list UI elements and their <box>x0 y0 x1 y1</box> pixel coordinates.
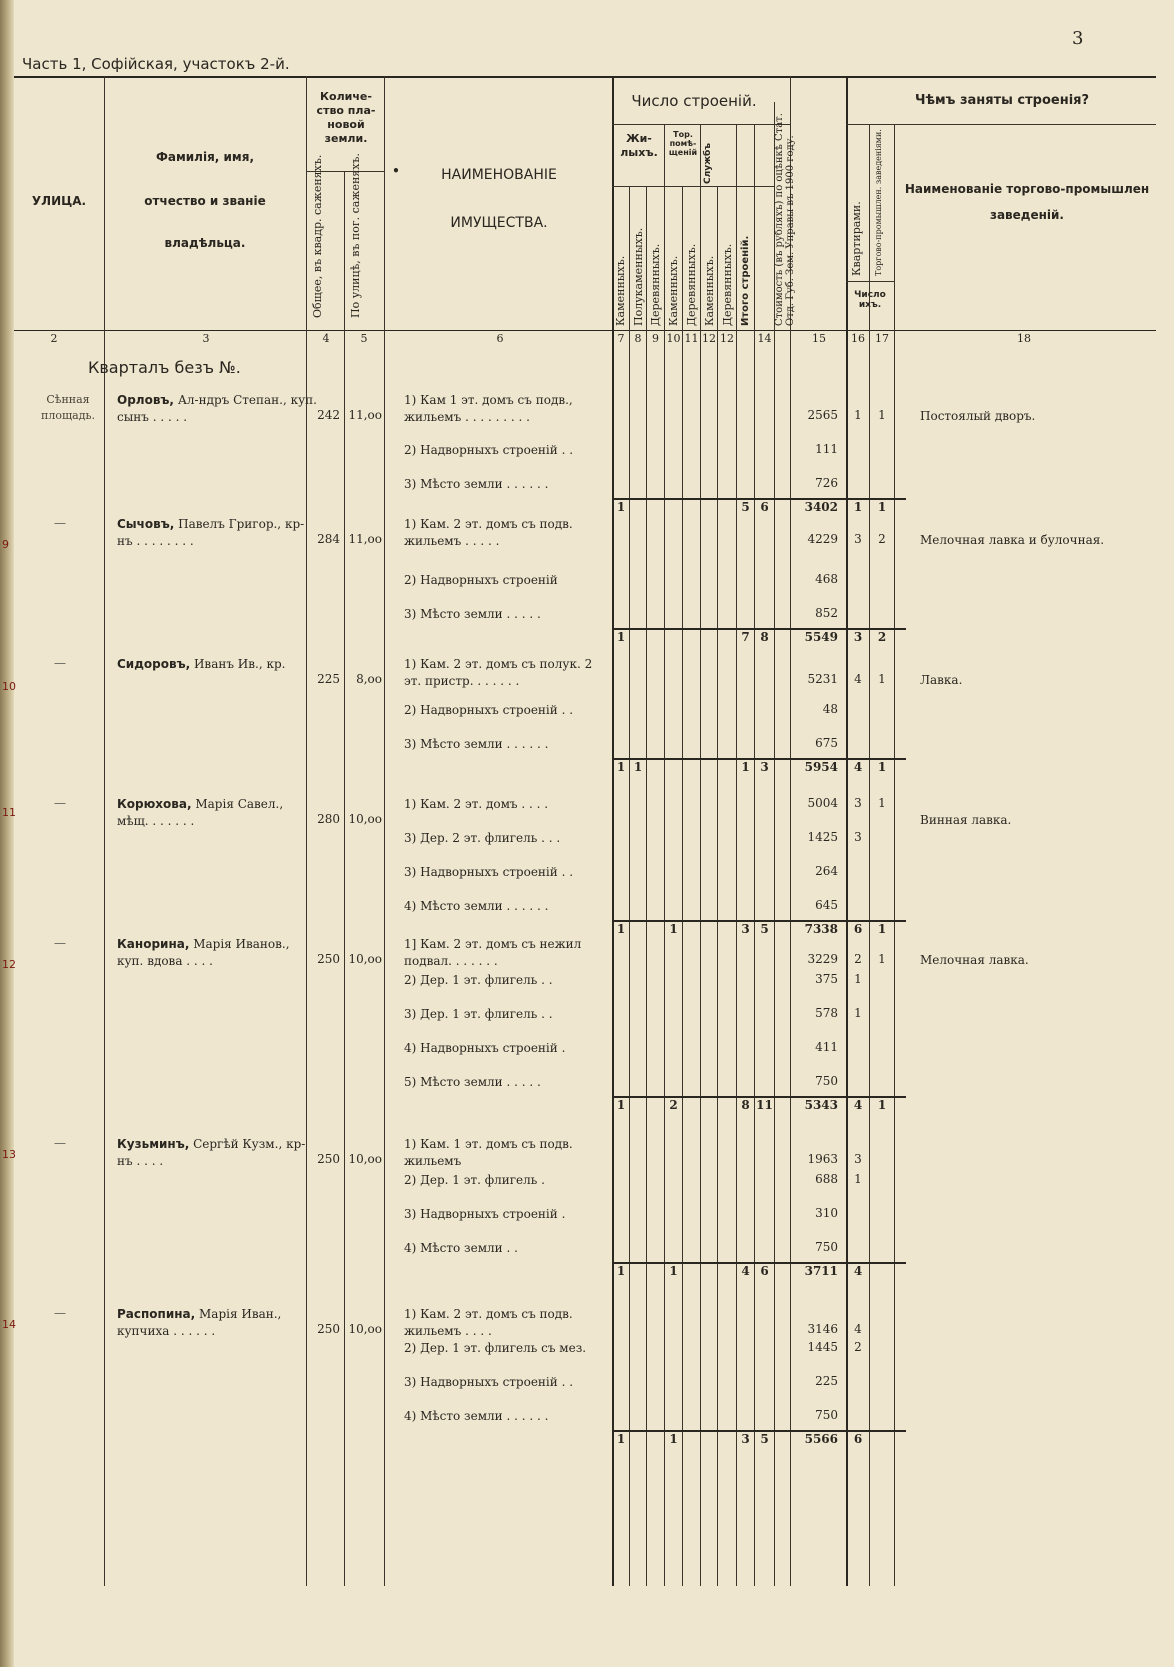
item-apartments: 2 <box>854 952 862 966</box>
total-trade-estab: 2 <box>877 630 887 644</box>
owner-surname: Сычовъ, <box>117 517 175 531</box>
item-apartments: 4 <box>854 1322 862 1336</box>
item-cost: 5231 <box>807 672 838 686</box>
header-trade: Тор. помѣ-щеній <box>668 130 698 157</box>
total-apartments: 1 <box>853 500 863 514</box>
item-cost: 310 <box>815 1206 838 1220</box>
total-all: 11 <box>756 1098 773 1112</box>
edge-mark: 14 <box>2 1318 16 1331</box>
header-buildings-group: Число строеній. <box>631 92 757 110</box>
property-register-table <box>14 76 1156 1596</box>
column-number: 16 <box>851 332 865 345</box>
total-stone: 1 <box>616 1264 626 1278</box>
total-apartments: 4 <box>853 1264 863 1278</box>
owner-name <box>117 936 317 970</box>
item-cost: 411 <box>815 1040 838 1054</box>
owner-name <box>117 796 317 830</box>
total-cost: 7338 <box>804 922 838 936</box>
column-number: 4 <box>322 332 330 345</box>
item-cost: 3146 <box>807 1322 838 1336</box>
item-apartments: 2 <box>854 1340 862 1354</box>
business-name: Мелочная лавка. <box>920 953 1029 967</box>
property-item: 3) Надворныхъ строеній . . <box>404 1375 574 1389</box>
page-number: 3 <box>1072 28 1084 49</box>
land-total: 242 <box>317 408 340 422</box>
column-number: 8 <box>634 332 642 345</box>
buildings-group-rule <box>612 124 790 125</box>
business-name: Винная лавка. <box>920 813 1012 827</box>
land-street: 11,оо <box>348 532 382 546</box>
property-item: 3) Надворныхъ строеній . . <box>404 865 574 879</box>
property-item: 4) Мѣсто земли . . . . . . <box>404 1409 549 1423</box>
total-stone: 1 <box>616 630 626 644</box>
land-street: 10,оо <box>348 812 382 826</box>
total-all: 3 <box>760 760 769 774</box>
property-item: 3) Дер. 1 эт. флигель . . <box>404 1007 553 1021</box>
page-binding <box>0 0 14 1667</box>
owner-details: Павелъ Григор., кр-нъ . . . . . . . . <box>117 517 305 548</box>
item-cost: 5004 <box>807 796 838 810</box>
total-service: 1 <box>741 760 750 774</box>
street-dash: — <box>54 656 66 670</box>
item-cost: 1425 <box>807 830 838 844</box>
edge-mark: 11 <box>2 806 16 819</box>
street-dash: — <box>54 1136 66 1150</box>
col-rule <box>384 76 385 1586</box>
item-trade-estab: 1 <box>878 408 886 422</box>
total-all: 5 <box>760 922 769 936</box>
col-rule <box>682 186 683 1586</box>
item-cost: 688 <box>815 1172 838 1186</box>
total-all: 6 <box>760 1264 769 1278</box>
total-stone: 1 <box>616 1432 626 1446</box>
property-item: 3) Дер. 2 эт. флигель . . . <box>404 831 561 845</box>
section-title: Часть 1, Софійская, участокъ 2-й. <box>22 55 290 73</box>
header-count-label: Число ихъ. <box>854 290 886 310</box>
item-trade-estab: 1 <box>878 672 886 686</box>
total-service: 5 <box>741 500 750 514</box>
total-service: 3 <box>741 1432 750 1446</box>
item-cost: 225 <box>815 1374 838 1388</box>
header-wooden: Деревянныхъ. <box>649 243 662 326</box>
count-label-rule <box>846 281 894 282</box>
col-rule <box>306 76 307 1586</box>
land-total: 250 <box>317 1152 340 1166</box>
item-cost: 1963 <box>807 1152 838 1166</box>
item-cost: 578 <box>815 1006 838 1020</box>
item-trade-estab: 1 <box>878 952 886 966</box>
property-item: 4) Мѣсто земли . . . . . . <box>404 899 549 913</box>
header-trade-estab: Торгово-промышлен. заведеніями. <box>874 129 883 276</box>
business-name: Мелочная лавка и булочная. <box>920 533 1105 547</box>
land-street: 8,оо <box>356 672 382 686</box>
column-number: 7 <box>617 332 625 345</box>
property-item: 1) Кам. 2 эт. домъ съ подв. жильемъ . . . . . <box>404 517 573 548</box>
item-apartments: 1 <box>854 972 862 986</box>
item-cost: 645 <box>815 898 838 912</box>
owner-details: Сергѣй Кузм., кр-нъ . . . . <box>117 1137 306 1168</box>
owner-details: Марія Иван., купчиха . . . . . . <box>117 1307 282 1338</box>
item-cost: 48 <box>822 702 838 716</box>
header-owner-3: владѣльца. <box>164 236 246 250</box>
column-number: 9 <box>652 332 659 345</box>
owner-surname: Кузьминъ, <box>117 1137 190 1151</box>
total-stone: 1 <box>616 500 626 514</box>
total-service: 8 <box>741 1098 750 1112</box>
header-trade-stone: Каменныхъ. <box>667 255 680 326</box>
header-total-buildings: Итого строеній. <box>740 235 751 326</box>
header-stone: Каменныхъ. <box>614 255 627 326</box>
item-cost: 3229 <box>807 952 838 966</box>
total-cost: 3711 <box>804 1264 838 1278</box>
owner-surname: Канорина, <box>117 937 190 951</box>
header-property-bullet: • <box>392 164 400 178</box>
owner-details: Иванъ Ив., кр. <box>190 657 286 671</box>
total-all: 6 <box>760 500 769 514</box>
total-wooden: 1 <box>669 1432 678 1446</box>
header-land-total: Общее, въ квадр. саженяхъ. <box>311 154 324 318</box>
col-rule <box>646 186 647 1586</box>
header-semistone: Полукаменныхъ. <box>632 227 645 326</box>
item-apartments: 4 <box>854 672 862 686</box>
total-service: 7 <box>741 630 750 644</box>
col-rule <box>869 124 870 1586</box>
item-apartments: 1 <box>854 1006 862 1020</box>
column-number: 18 <box>1017 332 1031 345</box>
property-item: 3) Мѣсто земли . . . . . . <box>404 737 549 751</box>
item-cost: 726 <box>815 476 838 490</box>
owner-surname: Корюхова, <box>117 797 192 811</box>
property-item: 1) Кам. 2 эт. домъ съ подв. жильемъ . . . . <box>404 1307 573 1338</box>
land-street: 10,оо <box>348 1322 382 1336</box>
item-apartments: 3 <box>854 532 862 546</box>
total-wooden: 1 <box>669 922 678 936</box>
total-cost: 5566 <box>804 1432 838 1446</box>
total-cost: 5954 <box>804 760 838 774</box>
header-biz-name: Наименованіе торгово-промышлен заведеній. <box>904 182 1150 222</box>
street-dash: — <box>54 516 66 530</box>
header-trade-wooden: Деревянныхъ. <box>685 243 698 326</box>
column-number: 15 <box>812 332 826 345</box>
total-service: 3 <box>741 922 750 936</box>
col-rule <box>894 124 895 1586</box>
land-total: 250 <box>317 1322 340 1336</box>
item-apartments: 3 <box>854 830 862 844</box>
total-service: 4 <box>741 1264 750 1278</box>
column-number: 17 <box>875 332 889 345</box>
property-item: 2) Дер. 1 эт. флигель съ мез. <box>404 1341 587 1355</box>
land-total: 284 <box>317 532 340 546</box>
col-rule <box>104 76 105 1586</box>
item-cost: 4229 <box>807 532 838 546</box>
total-wooden: 1 <box>669 1264 678 1278</box>
edge-mark: 12 <box>2 958 16 971</box>
land-total: 280 <box>317 812 340 826</box>
total-trade-estab: 1 <box>877 500 887 514</box>
street-dash: — <box>54 936 66 950</box>
column-number: 2 <box>50 332 58 345</box>
quarter-label: Кварталъ безъ №. <box>88 358 241 377</box>
total-trade-estab: 1 <box>877 1098 887 1112</box>
item-cost: 750 <box>815 1074 838 1088</box>
item-cost: 750 <box>815 1408 838 1422</box>
owner-name <box>117 1136 317 1170</box>
total-apartments: 6 <box>853 1432 863 1446</box>
total-semistone: 1 <box>633 760 643 774</box>
owner-name <box>117 392 317 426</box>
property-item: 3) Мѣсто земли . . . . . <box>404 607 541 621</box>
column-number: 10 <box>666 332 681 345</box>
street-dash: — <box>54 796 66 810</box>
header-owner-2: отчество и званіе <box>144 194 266 208</box>
property-item: 2) Надворныхъ строеній . . <box>404 443 574 457</box>
business-name: Постоялый дворъ. <box>920 409 1036 423</box>
header-property-1: НАИМЕНОВАНІЕ <box>441 167 557 183</box>
item-cost: 750 <box>815 1240 838 1254</box>
owner-name <box>117 1306 317 1340</box>
header-residential: Жи-лыхъ. <box>620 132 658 159</box>
total-trade-estab: 1 <box>877 760 887 774</box>
edge-mark: 9 <box>2 538 9 551</box>
item-apartments: 3 <box>854 1152 862 1166</box>
property-item: 1) Кам. 1 эт. домъ съ подв. жильемъ <box>404 1137 573 1168</box>
total-stone: 1 <box>616 922 626 936</box>
edge-mark: 10 <box>2 680 16 693</box>
property-item: 2) Дер. 1 эт. флигель . <box>404 1173 545 1187</box>
header-land-group: Количе-ство пла-новой земли. <box>316 90 376 145</box>
property-item: 3) Надворныхъ строеній . <box>404 1207 566 1221</box>
land-total: 250 <box>317 952 340 966</box>
col-rule <box>717 186 718 1586</box>
total-apartments: 6 <box>853 922 863 936</box>
property-item: 4) Надворныхъ строеній . <box>404 1041 566 1055</box>
owner-surname: Сидоровъ, <box>117 657 191 671</box>
total-stone: 1 <box>616 1098 626 1112</box>
total-all: 5 <box>760 1432 769 1446</box>
header-owner-1: Фамилія, имя, <box>155 150 255 164</box>
item-apartments: 1 <box>854 1172 862 1186</box>
item-cost: 852 <box>815 606 838 620</box>
item-cost: 375 <box>815 972 838 986</box>
property-item: 5) Мѣсто земли . . . . . <box>404 1075 541 1089</box>
item-cost: 2565 <box>807 408 838 422</box>
item-cost: 468 <box>815 572 838 586</box>
item-cost: 111 <box>815 442 838 456</box>
item-cost: 1445 <box>807 1340 838 1354</box>
owner-surname: Орловъ, <box>117 393 174 407</box>
total-cost: 5549 <box>804 630 838 644</box>
header-service: Службъ <box>703 142 713 184</box>
column-number: 12 <box>702 332 716 345</box>
occupied-group-rule <box>846 124 1156 125</box>
header-cost: Стоимость (въ рубляхъ) по оцѣнкѣ Стат. Отд. Губ. Зем. Управы въ 1900 году. <box>774 113 796 326</box>
column-number: 6 <box>496 332 504 345</box>
column-number: 3 <box>202 332 210 345</box>
total-stone: 1 <box>616 760 626 774</box>
property-item: 2) Надворныхъ строеній <box>404 573 558 587</box>
total-apartments: 4 <box>853 760 863 774</box>
col-rule <box>629 186 630 1586</box>
item-apartments: 3 <box>854 796 862 810</box>
header-property-2: ИМУЩЕСТВА. <box>450 215 548 231</box>
header-occupied-group: Чѣмъ заняты строенія? <box>914 93 1090 108</box>
column-number: 12 <box>720 332 734 345</box>
land-street: 10,оо <box>348 1152 382 1166</box>
property-item: 3) Мѣсто земли . . . . . . <box>404 477 549 491</box>
owner-details: Марія Иванов., куп. вдова . . . . <box>117 937 290 968</box>
total-trade-estab: 1 <box>877 922 887 936</box>
col-rule <box>736 124 737 1586</box>
land-street: 10,оо <box>348 952 382 966</box>
header-ulitsa: УЛИЦА. <box>31 194 87 208</box>
total-apartments: 3 <box>853 630 863 644</box>
owner-details: Марія Савел., мѣщ. . . . . . . <box>117 797 284 828</box>
col-rule <box>344 171 345 1586</box>
buildings-sub-rule <box>612 186 774 187</box>
street-dash: — <box>54 1306 66 1320</box>
owner-name <box>117 656 317 673</box>
total-cost: 3402 <box>804 500 838 514</box>
edge-mark: 13 <box>2 1148 16 1161</box>
land-total: 225 <box>317 672 340 686</box>
total-apartments: 4 <box>853 1098 863 1112</box>
owner-details: Ал-ндръ Степан., куп. сынъ . . . . . <box>117 393 317 424</box>
property-item: 1) Кам. 2 эт. домъ . . . . <box>404 797 549 811</box>
header-apartments: Квартирами. <box>850 201 863 276</box>
street-name: Сѣнная площадь. <box>41 393 95 422</box>
property-item: 1] Кам. 2 эт. домъ съ нежил подвал. . . . . . . <box>404 937 582 968</box>
property-item: 4) Мѣсто земли . . <box>404 1241 518 1255</box>
item-trade-estab: 1 <box>878 796 886 810</box>
land-street: 11,оо <box>348 408 382 422</box>
column-number: 11 <box>684 332 699 345</box>
property-item: 1) Кам. 2 эт. домъ съ полук. 2 эт. пристр. . . . . . . <box>404 657 593 688</box>
owner-name <box>117 516 317 550</box>
property-item: 1) Кам 1 эт. домъ съ подв., жильемъ . . . . . . . . . <box>404 393 573 424</box>
header-service-stone: Каменныхъ. <box>703 255 716 326</box>
total-cost: 5343 <box>804 1098 838 1112</box>
property-item: 2) Надворныхъ строеній . . <box>404 703 574 717</box>
total-wooden: 2 <box>669 1098 678 1112</box>
item-trade-estab: 2 <box>878 532 886 546</box>
column-number: 14 <box>757 332 772 345</box>
item-cost: 675 <box>815 736 838 750</box>
total-all: 8 <box>760 630 769 644</box>
header-service-wooden: Деревянныхъ. <box>721 243 734 326</box>
business-name: Лавка. <box>920 673 963 687</box>
owner-surname: Распопина, <box>117 1307 196 1321</box>
header-bottom-rule <box>14 330 1156 331</box>
property-item: 2) Дер. 1 эт. флигель . . <box>404 973 553 987</box>
item-apartments: 1 <box>854 408 862 422</box>
header-land-street: По улицѣ, въ пог. саженяхъ. <box>349 153 362 318</box>
table-top-rule <box>14 76 1156 78</box>
item-cost: 264 <box>815 864 838 878</box>
column-number: 5 <box>360 332 368 345</box>
